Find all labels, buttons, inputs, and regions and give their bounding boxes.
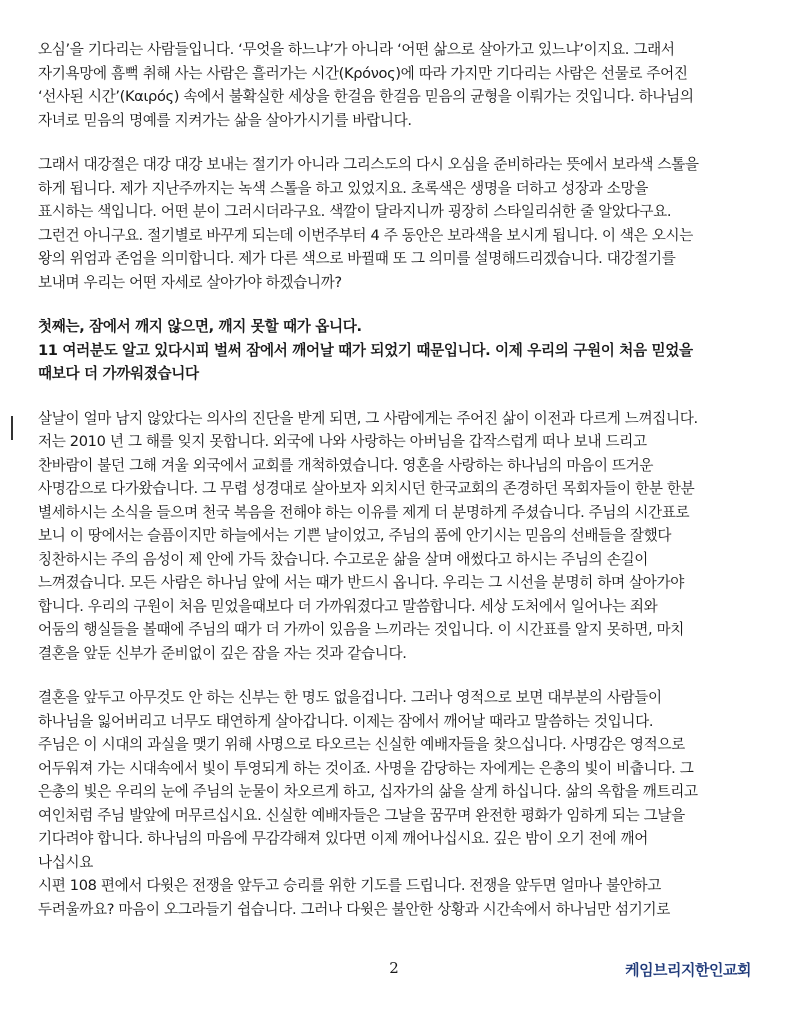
text-line: 느껴졌습니다. 모든 사람은 하나님 앞에 서는 때가 반드시 옵니다. 우리는 그 시선을 분명히 하며 살아가야: [38, 574, 685, 591]
text-line: 하게 됩니다. 제가 지난주까지는 녹색 스톨을 하고 있었지요. 초록색은 생명을 더하고 성장과 소망을: [38, 179, 648, 197]
text-line: 자녀로 믿음의 명예를 지켜가는 삶을 살아가시기를 바랍니다.: [38, 111, 412, 129]
text-line: 하나님을 잃어버리고 너무도 태연하게 살아갑니다. 이제는 잠에서 깨어날 때라고 말씀하는 것입니다.: [38, 712, 654, 730]
text-line: 보니 이 땅에서는 슬픔이지만 하늘에서는 기쁜 날이었고, 주님의 품에 안기시는 믿음의 선배들을 잘했다: [38, 527, 672, 544]
text-line: 그런건 아니구요. 절기별로 바꾸게 되는데 이번주부터 4 주 동안은 보라색을 보시게 됩니다. 이 색은 오시는: [38, 226, 693, 244]
text-line: 결혼을 앞둔 신부가 준비없이 깊은 잠을 자는 것과 같습니다.: [38, 644, 407, 662]
text-line: 여인처럼 주님 발앞에 머무르십시요. 신실한 예배자들은 그날을 꿈꾸며 완전한 평화가 임하게 되는 그날을: [38, 806, 685, 824]
scripture-verse-line: 11 여러분도 알고 있다시피 벌써 잠에서 깨어날 때가 되었기 때문입니다. 이제 우리의 구원이 처음 믿었을: [38, 341, 693, 359]
text-line: 결혼을 앞두고 아무것도 안 하는 신부는 한 명도 없을겁니다. 그러나 영적으로 보면 대부분의 사람들이: [38, 689, 662, 706]
text-line: 어둠의 행실들을 볼때에 주님의 때가 더 가까이 있음을 느끼라는 것입니다. 이 시간표를 알지 못하면, 마치: [38, 621, 685, 638]
point-heading: 첫째는, 잠에서 깨지 않으면, 깨지 못할 때가 옵니다.: [38, 318, 362, 335]
text-line: 합니다. 우리의 구원이 처음 믿었을때보다 더 가까워졌다고 말씀합니다. 세상 도처에서 일어나는 죄와: [38, 597, 658, 615]
page-number: 2: [389, 959, 399, 977]
paragraph-gap: [38, 294, 756, 315]
paragraph-5: [38, 686, 756, 921]
text-line: 어두워져 가는 시대속에서 빛이 투영되게 하는 것이죠. 사명을 감당하는 자에게는 은총의 빛이 비춥니다. 그: [38, 759, 694, 777]
text-line: 오심’을 기다리는 사람들입니다. ‘무엇을 하느냐’가 아니라 ‘어떤 삶으로 살아가고 있느냐’이지요. 그래서: [38, 41, 675, 58]
text-line: 자기욕망에 흠뻑 취해 사는 사람은 흘러가는 시간(Κρόνος)에 따라 가지만 기다리는 사람은 선물로 주어진: [38, 64, 688, 82]
text-line: 찬바람이 불던 그해 겨울 외국에서 교회를 개척하였습니다. 영혼을 사랑하는 하나님의 마음이 뜨거운: [38, 456, 654, 474]
scripture-heading: [38, 315, 756, 386]
text-line: 왕의 위엄과 존엄을 의미합니다. 제가 다른 색으로 바뀔때 또 그 의미를 설명해드리겠습니다. 대강절기를: [38, 250, 676, 267]
text-line: 살날이 얼마 남지 않았다는 의사의 진단을 받게 되면, 그 사람에게는 주어진 삶이 이전과 다르게 느껴집니다.: [38, 409, 698, 427]
paragraph-4: [38, 407, 756, 666]
scripture-verse-line: 때보다 더 가까워졌습니다: [38, 365, 199, 382]
sermon-body: [38, 38, 756, 921]
text-line: 나십시요: [38, 853, 93, 871]
text-line: 두려울까요? 마음이 오그라들기 쉽습니다. 그러나 다윗은 불안한 상황과 시간속에서 하나님만 섬기기로: [38, 900, 670, 918]
church-name: 케임브리지한인교회: [625, 961, 751, 979]
text-line: 표시하는 색입니다. 어떤 분이 그러시더라구요. 색깔이 달라지니까 굉장히 스타일리쉬한 줄 알았다구요.: [38, 203, 672, 220]
paragraph-gap: [38, 386, 756, 407]
paragraph-2: [38, 153, 756, 294]
text-line: 기다려야 합니다. 하나님의 마음에 무감각해져 있다면 이제 깨어나십시요. 깊은 밤이 오기 전에 깨어: [38, 830, 648, 847]
text-line: 저는 2010 년 그 해를 잊지 못합니다. 외국에 나와 사랑하는 아버님을 갑작스럽게 떠나 보내 드리고: [38, 433, 647, 450]
paragraph-gap: [38, 132, 756, 153]
text-line: 사명감으로 다가왔습니다. 그 무렵 성경대로 살아보자 외치시던 한국교회의 존경하던 목회자들이 한분 한분: [38, 480, 695, 497]
text-line: 보내며 우리는 어떤 자세로 살아가야 하겠습니까?: [38, 273, 342, 291]
text-line: 은총의 빛은 우리의 눈에 주님의 눈물이 차오르게 하고, 십자가의 삶을 살게 하십니다. 삶의 옥합을 깨트리고: [38, 783, 698, 800]
paragraph-1: [38, 38, 756, 132]
text-line: 시편 108 편에서 다윗은 전쟁을 앞두고 승리를 위한 기도를 드립니다. 전쟁을 앞두면 얼마나 불안하고: [38, 877, 662, 894]
paragraph-gap: [38, 665, 756, 686]
text-line: ‘선사된 시간’(Καιρός) 속에서 불확실한 세상을 한걸음 한걸음 믿음의 균형을 이뤄가는 것입니다. 하나님의: [38, 88, 694, 105]
text-line: 칭찬하시는 주의 음성이 제 안에 가득 찼습니다. 수고로운 삶을 살며 애썼다고 하시는 주님의 손길이: [38, 550, 648, 568]
text-line: 별세하시는 소식을 들으며 천국 복음을 전해야 하는 이유를 제게 더 분명하게 주셨습니다. 주님의 시간표로: [38, 503, 690, 521]
text-cursor: [11, 416, 13, 440]
text-line: 그래서 대강절은 대강 대강 보내는 절기가 아니라 그리스도의 다시 오심을 준비하라는 뜻에서 보라색 스톨을: [38, 156, 699, 173]
text-line: 주님은 이 시대의 과실을 맺기 위해 사명으로 타오르는 신실한 예배자들을 찾으십니다. 사명감은 영적으로: [38, 736, 685, 753]
